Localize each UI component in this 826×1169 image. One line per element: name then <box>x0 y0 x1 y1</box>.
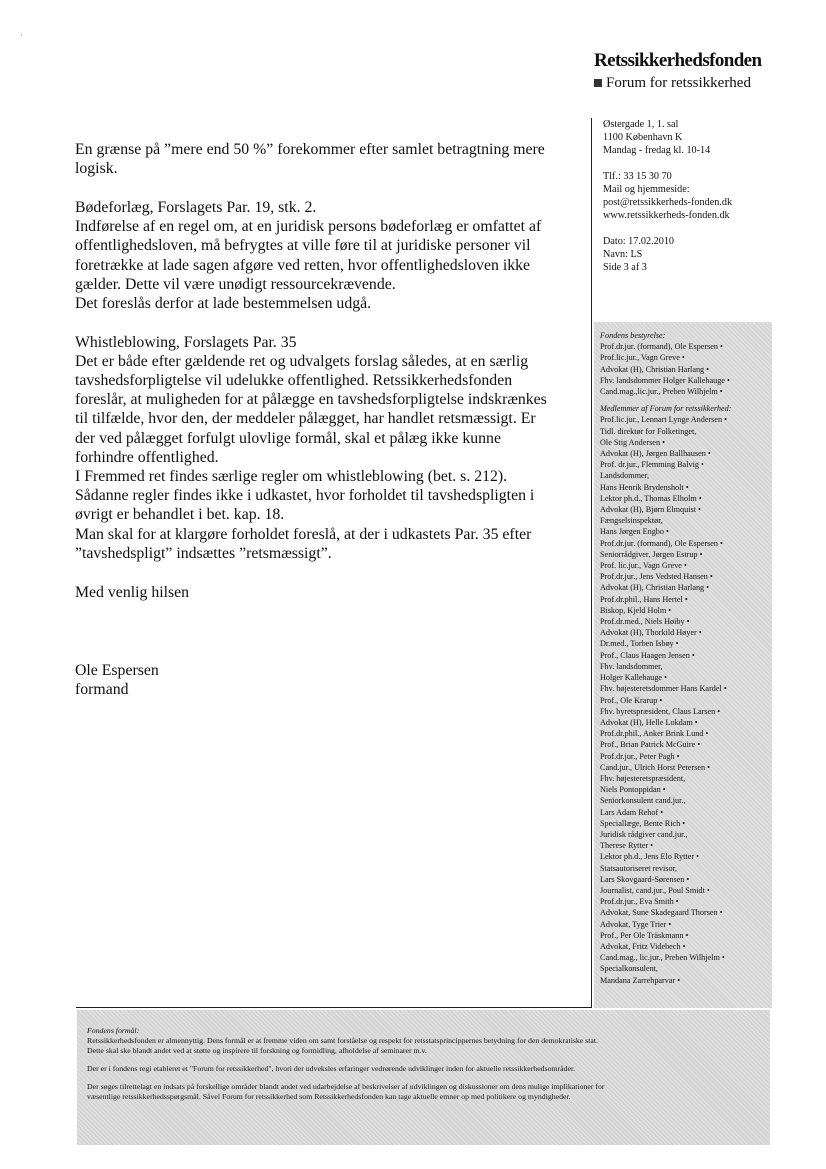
letter-line: Det er både efter gældende ret og udvalgets forslag således, at en særlig <box>75 352 529 370</box>
phone-web-group <box>603 170 803 222</box>
forum-member: Biskop, Kjeld Holm • <box>600 605 672 615</box>
forum-member: Prof.dr.jur., Peter Pagh • <box>600 751 680 761</box>
letter-line: En grænse på ”mere end 50 %” forekommer efter samlet betragtning mere <box>75 141 545 158</box>
forum-member: Hans Henrik Brydensholt • <box>600 482 689 492</box>
forum-member: Prof. dr.jur., Flemming Balvig • <box>600 460 704 470</box>
forum-member: Prof.dr.jur., Jens Vedsted Hansen • <box>600 572 713 582</box>
tagline-text: Forum for retssikkerhed <box>606 75 751 91</box>
forum-member: Mandana Zarrehparvar • <box>600 975 681 985</box>
letter-line: Whistleblowing, Forslagets Par. 35 <box>75 333 297 351</box>
forum-member: Advokat (H), Bjørn Elmquist • <box>600 505 701 515</box>
forum-member: Hans Jørgen Engbo • <box>600 527 669 537</box>
forum-member: Advokat (H), Helle Lokdam • <box>600 717 698 727</box>
board-member: Fhv. landsdommer Holger Kallehauge • <box>600 375 730 385</box>
letter-line: ”tavshedspligt” indsættes ”retsmæssigt”. <box>75 544 332 562</box>
letter-line: gælder. Dette vil være unødigt ressourcekrævende. <box>75 275 396 293</box>
forum-member: Prof.dr.phil., Anker Brink Lund • <box>600 729 709 739</box>
purpose-footer <box>77 1010 770 1145</box>
forum-list <box>600 414 772 985</box>
footer-line: væsentlige retssikkerhedsspørgsmål. Såvel Forum for retssikkerhed som Retssikkerhedsfonden kan tage aktuelle emner op med politikere og myndigheder. <box>87 1092 571 1101</box>
forum-member: Speciallæge, Bente Rich • <box>600 818 686 828</box>
letter-line: til tilfælde, hvor den, der meddeler pålægget, har handlet retsmæssigt. Er <box>75 410 536 428</box>
forum-member: Prof.lic.jur., Lennart Lynge Andersen • <box>600 415 728 425</box>
forum-member: Prof., Brian Patrick McGuire • <box>600 740 701 750</box>
forum-member: Juridisk rådgiver cand.jur., <box>600 829 688 839</box>
footer-line: Der søges tilrettelagt en indsats på forskellige områder blandt andet ved udarbejdelse af beskrivelser af udviklingen og diskussioner om dens mulige implikationer for <box>87 1082 605 1091</box>
footer-paragraph <box>87 1036 770 1056</box>
letter-line: Det foreslås derfor at lade bestemmelsen udgå. <box>75 294 372 312</box>
contact-line: Østergade 1, 1. sal <box>603 119 679 130</box>
letter-line: logisk. <box>75 160 118 178</box>
forum-member: Prof., Claus Haagen Jensen • <box>600 650 695 660</box>
board-member: Cand.mag.,lic.jur., Preben Wilhjelm • <box>600 387 723 397</box>
footer-header: Fondens formål: <box>87 1026 140 1035</box>
contact-line: Navn: LS <box>603 249 643 260</box>
letter-line: offentlighedsloven, må befrygtes at ville føre til at juridiske personer vil <box>75 237 531 255</box>
forum-member: Cand.mag., lic.jur., Preben Wilhjelm • <box>600 953 725 963</box>
foundation-name: Retssikkerhedsfonden <box>594 50 762 71</box>
foundation-tagline <box>594 75 751 92</box>
forum-member: Prof., Per Ole Träskmann • <box>600 930 689 940</box>
contact-line: Tlf.: 33 15 30 70 <box>603 171 672 182</box>
contact-line: Mail og hjemmeside: <box>603 184 690 195</box>
horizontal-divider <box>76 1007 592 1008</box>
contact-line: post@retssikkerheds-fonden.dk <box>603 197 733 208</box>
contact-line: Mandag - fredag kl. 10-14 <box>603 145 711 156</box>
contact-block <box>603 118 803 287</box>
forum-member: Seniorrådgiver, Jørgen Estrup • <box>600 549 703 559</box>
forum-member: Prof. lic.jur., Vagn Greve • <box>600 561 687 571</box>
signature-line: formand <box>75 681 129 699</box>
forum-member: Prof.dr.jur., Eva Smith • <box>600 897 679 907</box>
contact-line: 1100 København K <box>603 132 683 143</box>
letter-line: I Fremmed ret findes særlige regler om whistleblowing (bet. s. 212). <box>75 468 508 486</box>
forum-member: Prof.dr.phil., Hans Hertel • <box>600 594 688 604</box>
letter-paragraph <box>75 198 580 313</box>
forum-member: Lars Skovgaard-Sørensen • <box>600 874 690 884</box>
letter-line: Sådanne regler findes ikke i udkastet, hvor forholdet til tavshedspligten i <box>75 487 535 505</box>
forum-member: Prof.dr.med., Niels Høiby • <box>600 617 690 627</box>
letter-line: Med venlig hilsen <box>75 583 190 601</box>
letter-line: der ved pålægget forfulgt ulovlige formål, skal et pålæg ikke kunne <box>75 429 501 447</box>
footer-line: Retssikkerhedsfonden er almennyttig. Dens formål er at fremme viden om samt forståelse og respekt for retsstatsprincippernes betydning for den demokratiske stat. <box>87 1036 598 1045</box>
forum-member: Fhv. højesteretsdommer Hans Kardel • <box>600 684 727 694</box>
forum-member: Advokat, Fritz Videbech • <box>600 941 686 951</box>
forum-member: Journalist, cand.jur., Poul Smidt • <box>600 885 710 895</box>
forum-member: Fængselsinspektør, <box>600 516 663 526</box>
letter-line: foretrække at lade sagen afgøre ved retten, hvor offentlighedsloven ikke <box>75 256 531 274</box>
forum-member: Tidl. direktør for Folketinget, <box>600 426 697 436</box>
letter-line: Indførelse af en regel om, at en juridisk persons bødeforlæg er omfattet af <box>75 218 542 236</box>
forum-member: Advokat (H), Jørgen Ballhausen • <box>600 449 711 459</box>
forum-member: Advokat (H), Thorkild Høyer • <box>600 628 702 638</box>
forum-member: Therese Rytter • <box>600 841 654 851</box>
board-member: Prof.lic.jur., Vagn Greve • <box>600 353 685 363</box>
bullet-square-icon <box>594 79 602 87</box>
vertical-divider <box>591 118 592 1008</box>
letter-line: øvrigt er behandlet i bet. kap. 18. <box>75 506 285 524</box>
footer-body <box>87 1036 770 1102</box>
footer-line: Der er i fondens regi etableret et "Forum for retssikkerhed", hvori der udveksles erfaringer vedrørende udviklinger inden for aktuelle retssikkerhedsområder. <box>87 1064 576 1073</box>
meta-group <box>603 235 803 274</box>
letter-line: foreslår, at muligheden for at pålægge en tavshedsforpligtelse indskrænkes <box>75 391 547 409</box>
letter-line: forhindre offentlighed. <box>75 448 219 466</box>
letter-line: Bødeforlæg, Forslagets Par. 19, stk. 2. <box>75 198 317 216</box>
letter-paragraph <box>75 583 580 602</box>
contact-line: www.retssikkerheds-fonden.dk <box>603 210 730 221</box>
board-member: Advokat (H), Christian Harlang • <box>600 364 710 374</box>
address-group <box>603 118 803 157</box>
forum-header: Medlemmer af Forum for retssikkerhed: <box>600 404 732 414</box>
forum-member: Lars Adam Rehof • <box>600 807 664 817</box>
footer-paragraph <box>87 1064 770 1074</box>
contact-line: Side 3 af 3 <box>603 262 647 273</box>
forum-member: Prof.dr.jur. (formand), Ole Espersen • <box>600 538 723 548</box>
board-list <box>600 341 772 397</box>
forum-member: Cand.jur., Ulrich Horst Petersen • <box>600 762 710 772</box>
forum-member: Niels Pontoppidan • <box>600 785 666 795</box>
signature <box>75 661 580 699</box>
forum-member: Lektor ph.d., Thomas Elholm • <box>600 493 702 503</box>
forum-member: Statsautoriseret revisor, <box>600 863 677 873</box>
forum-member: Fhv. landsdommer, <box>600 661 663 671</box>
forum-member: Advokat (H), Christian Harlang • <box>600 583 710 593</box>
signature-line: Ole Espersen <box>75 662 159 680</box>
board-header: Fondens bestyrelse: <box>600 331 666 340</box>
members-panel <box>594 322 772 1008</box>
letter-line: tavshedsforpligtelse vil udelukke offentlighed. Retssikkerhedsfonden <box>75 372 513 390</box>
forum-member: Fhv. højesteretspræsident, <box>600 773 686 783</box>
forum-member: Advokat, Sune Skadegaard Thorsen • <box>600 908 723 918</box>
letter-paragraph <box>75 140 580 178</box>
footer-paragraph <box>87 1082 770 1102</box>
forum-member: Seniorkonsulent cand.jur., <box>600 796 686 806</box>
forum-member: Fhv. byretspræsident, Claus Larsen • <box>600 706 721 716</box>
letter-body <box>75 140 580 700</box>
forum-member: Landsdommer, <box>600 471 650 481</box>
forum-member: Advokat, Tyge Trier • <box>600 919 672 929</box>
forum-member: Lektor ph.d., Jens Elo Rytter • <box>600 852 699 862</box>
forum-member: Ole Stig Andersen • <box>600 437 665 447</box>
letter-line: Man skal for at klargøre forholdet foreslå, at der i udkastets Par. 35 efter <box>75 525 532 543</box>
letter-paragraph <box>75 333 580 563</box>
board-member: Prof.dr.jur. (formand), Ole Espersen • <box>600 342 723 352</box>
contact-line: Dato: 17.02.2010 <box>603 236 675 247</box>
scan-speck: · <box>20 30 23 40</box>
footer-line: Dette skal ske blandt andet ved at støtte og inspirere til forskning og formidling, afholdelse af seminarer m.v. <box>87 1046 427 1055</box>
forum-member: Prof., Ole Krarup • <box>600 695 663 705</box>
forum-member: Specialkonsulent, <box>600 964 658 974</box>
forum-member: Holger Kallehauge • <box>600 673 667 683</box>
forum-member: Dr.med., Torben Isbøy • <box>600 639 679 649</box>
